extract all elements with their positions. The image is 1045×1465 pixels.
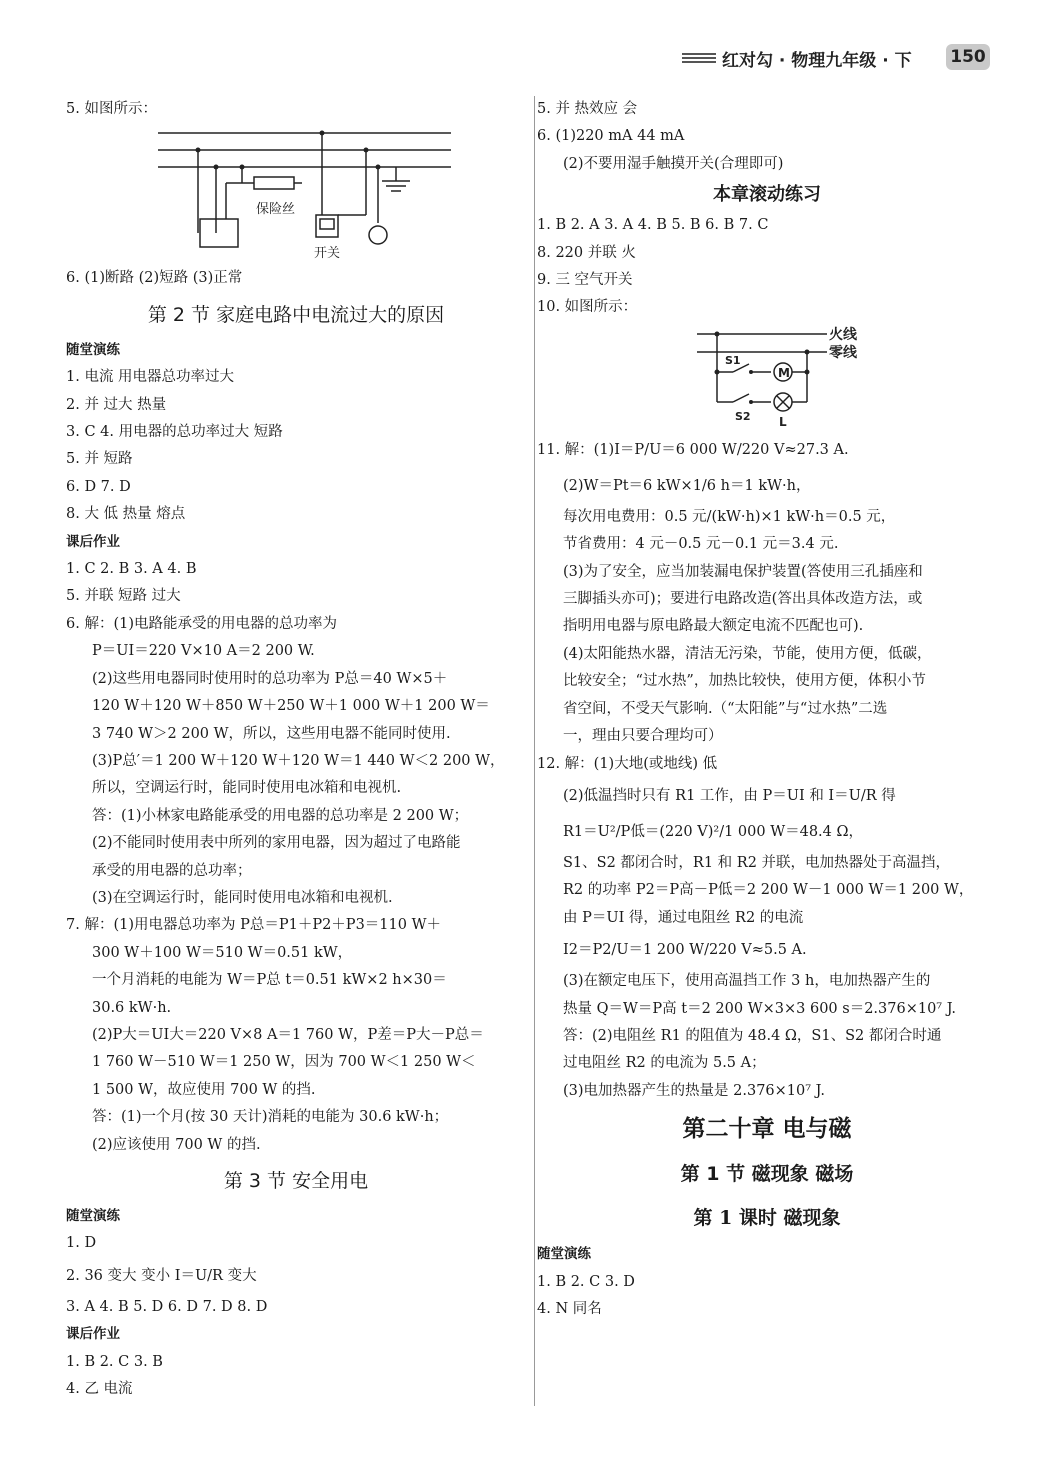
q11-line: 一，理由只要合理均可） bbox=[563, 728, 723, 745]
q12-line: (3)在额定电压下，使用高温挡工作 3 h，电加热器产生的 bbox=[563, 973, 931, 990]
q7-solution-line: 300 W＋100 W＝510 W＝0.51 kW， bbox=[92, 944, 353, 961]
review-line: 10. 如图所示： bbox=[537, 299, 638, 316]
q11-line: (4)太阳能热水器，清洁无污染，节能，使用方便，低碳， bbox=[563, 645, 932, 662]
q11-line: (2)W＝Pt＝6 kW×1/6 h＝1 kW·h， bbox=[563, 477, 811, 494]
page-header bbox=[0, 44, 1045, 74]
chapter-review-title: 本章滚动练习 bbox=[713, 184, 821, 206]
q11-line: 指明用电器与原电路最大额定电流不匹配也可). bbox=[563, 618, 864, 635]
sec2-line: 1. 电流 用电器总功率过大 bbox=[66, 369, 235, 386]
book-title: 红对勾 · 物理九年级 · 下 bbox=[722, 51, 912, 71]
q7-solution-line: 1 500 W，故应使用 700 W 的挡. bbox=[92, 1081, 316, 1098]
neutral-wire-label: 零线 bbox=[829, 344, 857, 361]
q7-solution-line: (2)P大＝UI大＝220 V×8 A＝1 760 W，P差＝P大－P总＝ bbox=[92, 1026, 484, 1043]
lamp-label: L bbox=[779, 414, 787, 429]
q7-solution-line: (2)应该使用 700 W 的挡. bbox=[92, 1136, 261, 1153]
chapter-20-title: 第二十章 电与磁 bbox=[682, 1116, 852, 1143]
sec2-hw-line: 5. 并联 短路 过大 bbox=[66, 588, 181, 605]
q6-solution-line: 120 W＋120 W＋850 W＋250 W＋1 000 W＋1 200 W＝ bbox=[92, 698, 490, 715]
q6-solution-line: (3)P总′＝1 200 W＋120 W＋120 W＝1 440 W＜2 200 W， bbox=[92, 752, 505, 769]
sec2-homework-heading: 课后作业 bbox=[66, 533, 120, 550]
review-line: 8. 220 并联 火 bbox=[537, 244, 636, 261]
q6-solution-line: 答：(1)小林家电路能承受的用电器的总功率是 2 200 W； bbox=[92, 807, 469, 824]
section-3-title: 第 3 节 安全用电 bbox=[223, 1170, 369, 1192]
header-lines-icon bbox=[682, 53, 716, 65]
q11-line: 三脚插头亦可)；要进行电路改造(答出具体改造方法，或 bbox=[563, 591, 923, 608]
q6-solution-line: 承受的用电器的总功率； bbox=[92, 862, 252, 879]
sec2-line: 6. D 7. D bbox=[66, 478, 131, 495]
left-column bbox=[66, 96, 526, 1403]
right-column bbox=[537, 96, 997, 1323]
q6-solution-line: (3)在空调运行时，能同时使用电冰箱和电视机. bbox=[92, 889, 393, 906]
live-wire-label: 火线 bbox=[829, 326, 857, 343]
chapter-line: 1. B 2. C 3. D bbox=[537, 1273, 635, 1290]
page-number: 150 bbox=[946, 44, 990, 70]
sec3-hw-line: 1. B 2. C 3. B bbox=[66, 1353, 163, 1370]
motor-lamp-circuit-diagram bbox=[537, 322, 997, 432]
q6-solution-line: P＝UI＝220 V×10 A＝2 200 W. bbox=[92, 643, 315, 660]
q12-line: 由 P＝UI 得，通过电阻丝 R2 的电流 bbox=[563, 909, 804, 926]
circuit-figure-2 bbox=[537, 322, 997, 432]
switch-s2-label: S2 bbox=[735, 409, 751, 423]
chapter-section-1-title: 第 1 节 磁现象 磁场 bbox=[680, 1163, 854, 1186]
motor-label: M bbox=[778, 365, 790, 380]
q6-solution-line: 所以，空调运行时，能同时使用电冰箱和电视机. bbox=[92, 780, 402, 797]
q11-line: 省空间，不受天气影响.（“太阳能”与“过水热”二选 bbox=[563, 700, 888, 717]
q12-line: I2＝P2/U＝1 200 W/220 V≈5.5 A. bbox=[563, 942, 807, 959]
q7-solution-line: 1 760 W－510 W＝1 250 W，因为 700 W＜1 250 W＜ bbox=[92, 1054, 476, 1071]
switch-s1-label: S1 bbox=[725, 353, 741, 367]
q12-line: 答：(2)电阻丝 R1 的阻值为 48.4 Ω，S1、S2 都闭合时通 bbox=[563, 1027, 942, 1044]
sec2-line: 8. 大 低 热量 熔点 bbox=[66, 506, 186, 523]
q12-line: (2)低温挡时只有 R1 工作，由 P＝UI 和 I＝U/R 得 bbox=[563, 787, 896, 804]
q7-solution-line: 答：(1)一个月(按 30 天计)消耗的电能为 30.6 kW·h； bbox=[92, 1109, 449, 1126]
review-line: 1. B 2. A 3. A 4. B 5. B 6. B 7. C bbox=[537, 217, 769, 234]
switch-label: 开关 bbox=[314, 246, 341, 262]
sec2-line: 5. 并 短路 bbox=[66, 451, 133, 468]
q7-solution-line: 7. 解：(1)用电器总功率为 P总＝P1＋P2＋P3＝110 W＋ bbox=[66, 917, 441, 934]
q11-line: 每次用电费用：0.5 元/(kW·h)×1 kW·h＝0.5 元， bbox=[563, 508, 896, 525]
circuit-figure-1 bbox=[66, 123, 526, 265]
q12-line: R2 的功率 P2＝P高－P低＝2 200 W－1 000 W＝1 200 W， bbox=[563, 882, 974, 899]
q5-intro: 5. 如图所示： bbox=[66, 101, 157, 117]
q7-solution-line: 30.6 kW·h. bbox=[92, 999, 172, 1016]
q12-line: 过电阻丝 R2 的电流为 5.5 A； bbox=[563, 1055, 766, 1072]
review-line: 9. 三 空气开关 bbox=[537, 272, 633, 289]
top-line: (2)不要用湿手触摸开关(合理即可) bbox=[563, 155, 784, 172]
sec3-line: 1. D bbox=[66, 1235, 97, 1252]
sec3-homework-heading: 课后作业 bbox=[66, 1326, 120, 1343]
q6-solution-line: (2)这些用电器同时使用时的总功率为 P总＝40 W×5＋ bbox=[92, 670, 448, 687]
chapter-line: 4. N 同名 bbox=[537, 1300, 602, 1317]
q7-solution-line: 一个月消耗的电能为 W＝P总 t＝0.51 kW×2 h×30＝ bbox=[92, 972, 447, 989]
section-2-title: 第 2 节 家庭电路中电流过大的原因 bbox=[147, 303, 445, 326]
sec3-hw-line: 4. 乙 电流 bbox=[66, 1381, 133, 1398]
q11-line: 比较安全；“过水热”，加热比较快，使用方便，体积小节 bbox=[563, 673, 926, 690]
household-circuit-diagram bbox=[66, 123, 466, 265]
q6-solution-line: 6. 解：(1)电路能承受的用电器的总功率为 bbox=[66, 615, 337, 632]
q12-line: S1、S2 都闭合时，R1 和 R2 并联，电加热器处于高温挡， bbox=[563, 854, 951, 871]
column-divider bbox=[534, 96, 535, 1406]
q11-line: 节省费用：4 元－0.5 元－0.1 元＝3.4 元. bbox=[563, 536, 839, 553]
sec2-line: 3. C 4. 用电器的总功率过大 短路 bbox=[66, 424, 283, 441]
sec2-in-class-heading: 随堂演练 bbox=[66, 341, 120, 358]
lesson-1-title: 第 1 课时 磁现象 bbox=[693, 1207, 841, 1230]
sec2-hw-line: 1. C 2. B 3. A 4. B bbox=[66, 561, 197, 578]
top-line: 5. 并 热效应 会 bbox=[537, 101, 638, 117]
q11-line: 11. 解：(1)I＝P/U＝6 000 W/220 V≈27.3 A. bbox=[537, 441, 849, 458]
q11-line: (3)为了安全，应当加装漏电保护装置(答使用三孔插座和 bbox=[563, 563, 923, 580]
sec3-line: 2. 36 变大 变小 I＝U/R 变大 bbox=[66, 1267, 257, 1284]
q6-solution-line: 3 740 W＞2 200 W，所以，这些用电器不能同时使用. bbox=[92, 725, 451, 742]
top-line: 6. (1)220 mA 44 mA bbox=[537, 128, 685, 145]
q12-line: 12. 解：(1)大地(或地线) 低 bbox=[537, 755, 718, 772]
q12-line: 热量 Q＝W＝P高 t＝2 200 W×3×3 600 s＝2.376×10⁷ J. bbox=[563, 1000, 957, 1017]
fuse-label: 保险丝 bbox=[256, 202, 296, 218]
chapter-in-class-heading: 随堂演练 bbox=[537, 1246, 591, 1263]
sec3-in-class-heading: 随堂演练 bbox=[66, 1208, 120, 1224]
sec2-line: 2. 并 过大 热量 bbox=[66, 396, 167, 413]
q12-line: R1＝U²/P低＝(220 V)²/1 000 W＝48.4 Ω， bbox=[563, 823, 864, 840]
q6-answers: 6. (1)断路 (2)短路 (3)正常 bbox=[66, 270, 243, 287]
sec3-line: 3. A 4. B 5. D 6. D 7. D 8. D bbox=[66, 1298, 268, 1315]
q6-solution-line: (2)不能同时使用表中所列的家用电器，因为超过了电路能 bbox=[92, 835, 461, 852]
q12-line: (3)电加热器产生的热量是 2.376×10⁷ J. bbox=[563, 1082, 825, 1099]
